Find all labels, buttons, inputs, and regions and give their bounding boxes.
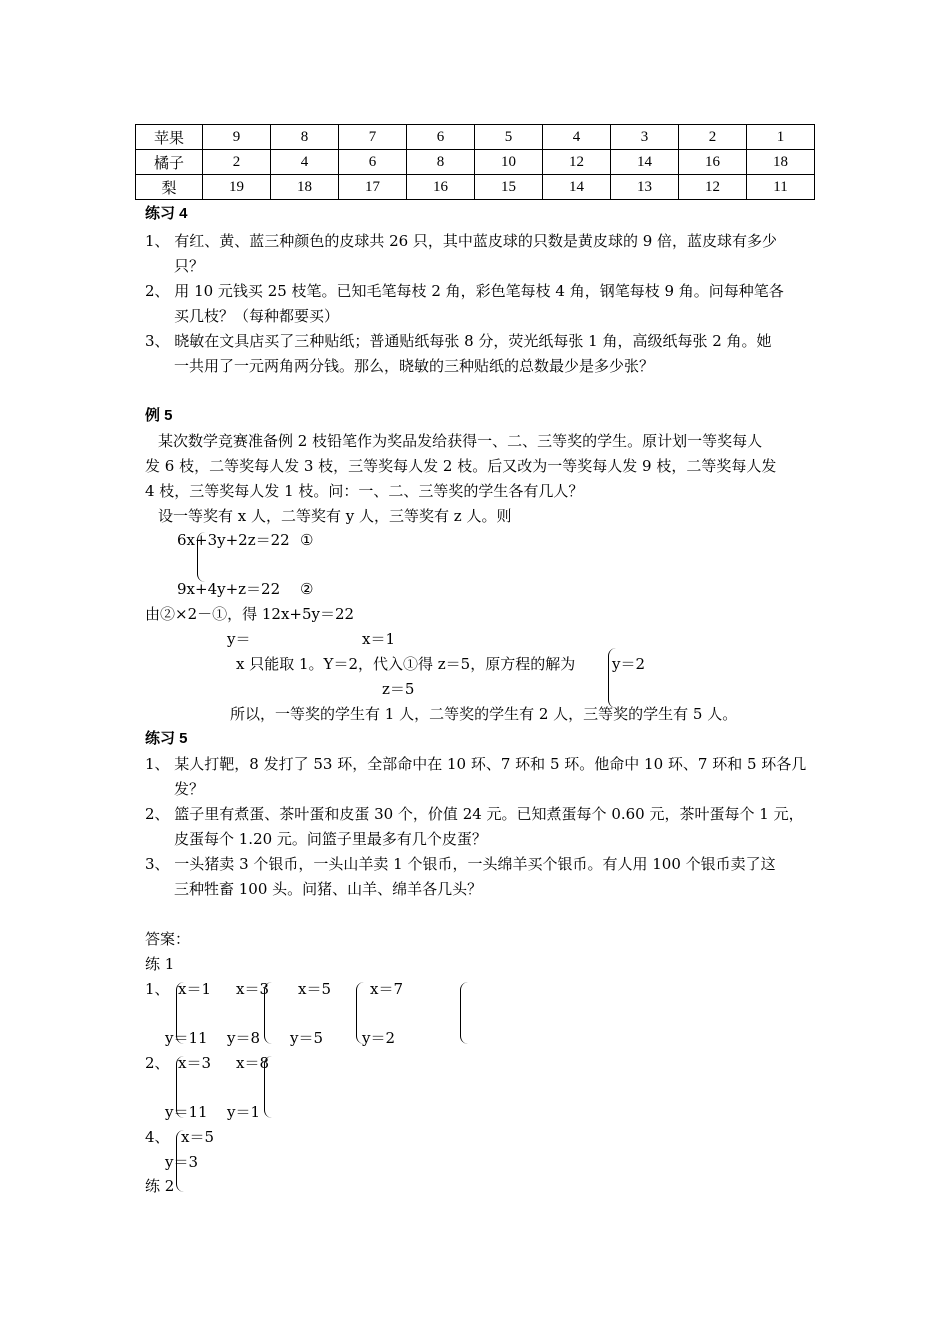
answer-x: x＝5 bbox=[181, 1128, 215, 1146]
equation-2: 9x+4y+z＝22 bbox=[177, 580, 281, 598]
brace-icon bbox=[264, 1056, 272, 1118]
ex5-para-2: 发 6 枝，二等奖每人发 3 枝，三等奖每人发 2 枝。后又改为一等奖每人发 9 枝，二等奖每人发 bbox=[145, 457, 777, 475]
ex5-para-1: 某次数学竞赛准备例 2 枝铅笔作为奖品发给获得一、二、三等奖的学生。原计划一等奖每人 bbox=[158, 432, 763, 450]
ex5-para-7: 所以，一等奖的学生有 1 人，二等奖的学生有 2 人，三等奖的学生有 5 人。 bbox=[230, 705, 738, 723]
answer-x: x＝8 bbox=[236, 1054, 270, 1072]
ex4-q1-line2: 只？ bbox=[174, 257, 205, 275]
table-cell: 18 bbox=[747, 150, 815, 175]
answer-y: y＝8 bbox=[227, 1029, 261, 1047]
pr5-q2-line2: 皮蛋每个 1.20 元。问篮子里最多有几个皮蛋？ bbox=[174, 830, 487, 848]
example-5-title: 例 5 bbox=[145, 407, 173, 424]
answers-practice-2: 练 2 bbox=[145, 1177, 175, 1195]
pr5-q1-line1: 1、 某人打靶，8 发打了 53 环，全部命中在 10 环、7 环和 5 环。他命中 10 环、7 环和 5 环各几 bbox=[145, 755, 807, 773]
answer-x: x＝1 bbox=[178, 980, 212, 998]
solution-y: y＝2 bbox=[612, 655, 646, 673]
table-cell: 19 bbox=[203, 175, 271, 200]
answer-y: y＝11 bbox=[165, 1103, 208, 1121]
ex5-para-5: 由②×2－①，得 12x+5y＝22 bbox=[145, 605, 355, 623]
answer-x: x＝3 bbox=[178, 1054, 212, 1072]
ex4-q1-line1: 1、 有红、黄、蓝三种颜色的皮球共 26 只，其中蓝皮球的只数是黄皮球的 9 倍，蓝皮球有多少 bbox=[145, 232, 778, 250]
table-cell: 16 bbox=[679, 150, 747, 175]
table-row bbox=[136, 125, 815, 150]
table-cell: 8 bbox=[271, 125, 339, 150]
ex4-q3-line2: 一共用了一元两角两分钱。那么，晓敏的三种贴纸的总数最少是多少张？ bbox=[174, 357, 655, 375]
answer-x: x＝7 bbox=[370, 980, 404, 998]
answer-number: 4、 bbox=[145, 1128, 170, 1146]
row-label: 苹果 bbox=[136, 125, 203, 150]
answer-x: x＝5 bbox=[298, 980, 332, 998]
ex5-para-3: 4 枝，三等奖每人发 1 枝。问：一、二、三等奖的学生各有几人？ bbox=[145, 482, 584, 500]
ex4-q2-line1: 2、 用 10 元钱买 25 枝笔。已知毛笔每枝 2 角，彩色笔每枝 4 角，钢笔每枝 9 角。问每种笔各 bbox=[145, 282, 784, 300]
table-cell: 2 bbox=[203, 150, 271, 175]
table-cell: 14 bbox=[543, 175, 611, 200]
y-expression: y＝ bbox=[227, 630, 251, 648]
pr5-q2-line1: 2、 篮子里有煮蛋、茶叶蛋和皮蛋 30 个，价值 24 元。已知煮蛋每个 0.60 元，茶叶蛋每个 1 元， bbox=[145, 805, 804, 823]
table-cell: 7 bbox=[339, 125, 407, 150]
answers-practice-1: 练 1 bbox=[145, 955, 175, 973]
pr5-q1-line2: 发？ bbox=[174, 780, 205, 798]
table-cell: 16 bbox=[407, 175, 475, 200]
pr5-q3-line2: 三种牲畜 100 头。问猪、山羊、绵羊各几头？ bbox=[174, 880, 483, 898]
table-cell: 14 bbox=[611, 150, 679, 175]
answer-y: y＝5 bbox=[290, 1029, 324, 1047]
ex4-q3-line1: 3、 晓敏在文具店买了三种贴纸；普通贴纸每张 8 分，荧光纸每张 1 角，高级纸每张 2 角。她 bbox=[145, 332, 772, 350]
answer-number: 2、 bbox=[145, 1054, 170, 1072]
exercise-5-title: 练习 5 bbox=[145, 730, 188, 747]
table-cell: 17 bbox=[339, 175, 407, 200]
equation-2-number: ② bbox=[300, 580, 314, 598]
table-cell: 18 bbox=[271, 175, 339, 200]
row-label: 橘子 bbox=[136, 150, 203, 175]
ex5-para-6: x 只能取 1。Y＝2，代入①得 z＝5，原方程的解为 bbox=[236, 655, 576, 673]
answer-y: y＝11 bbox=[165, 1029, 208, 1047]
brace-icon bbox=[460, 982, 468, 1044]
table-cell: 12 bbox=[543, 150, 611, 175]
brace-icon bbox=[264, 982, 272, 1044]
table-cell: 2 bbox=[679, 125, 747, 150]
answer-y: y＝2 bbox=[362, 1029, 396, 1047]
table-cell: 8 bbox=[407, 150, 475, 175]
table-cell: 11 bbox=[747, 175, 815, 200]
brace-icon bbox=[197, 532, 205, 582]
answer-number: 1、 bbox=[145, 980, 170, 998]
answer-y: y＝1 bbox=[227, 1103, 261, 1121]
table-cell: 4 bbox=[543, 125, 611, 150]
table-cell: 10 bbox=[475, 150, 543, 175]
answer-y: y＝3 bbox=[165, 1153, 199, 1171]
table-row bbox=[136, 175, 815, 200]
table-cell: 15 bbox=[475, 175, 543, 200]
table-cell: 5 bbox=[475, 125, 543, 150]
table-cell: 1 bbox=[747, 125, 815, 150]
exercise-4-title: 练习 4 bbox=[145, 205, 188, 222]
answers-title: 答案： bbox=[145, 930, 191, 948]
answer-x: x＝3 bbox=[236, 980, 270, 998]
table-cell: 13 bbox=[611, 175, 679, 200]
table-cell: 3 bbox=[611, 125, 679, 150]
ex4-q2-line2: 买几枝？（每种都要买） bbox=[174, 307, 340, 325]
ex5-para-4: 设一等奖有 x 人，二等奖有 y 人，三等奖有 z 人。则 bbox=[158, 507, 512, 525]
table-cell: 6 bbox=[339, 150, 407, 175]
table-cell: 9 bbox=[203, 125, 271, 150]
table-row bbox=[136, 150, 815, 175]
row-label: 梨 bbox=[136, 175, 203, 200]
equation-1: 6x+3y+2z＝22 bbox=[177, 531, 290, 549]
solution-z: z＝5 bbox=[382, 680, 415, 698]
table-cell: 4 bbox=[271, 150, 339, 175]
table-cell: 6 bbox=[407, 125, 475, 150]
pr5-q3-line1: 3、 一头猪卖 3 个银币，一头山羊卖 1 个银币，一头绵羊买个银币。有人用 100 个银币卖了这 bbox=[145, 855, 776, 873]
x-value: x＝1 bbox=[362, 630, 396, 648]
fruit-table bbox=[135, 124, 815, 200]
equation-1-number: ① bbox=[300, 531, 314, 549]
table-cell: 12 bbox=[679, 175, 747, 200]
